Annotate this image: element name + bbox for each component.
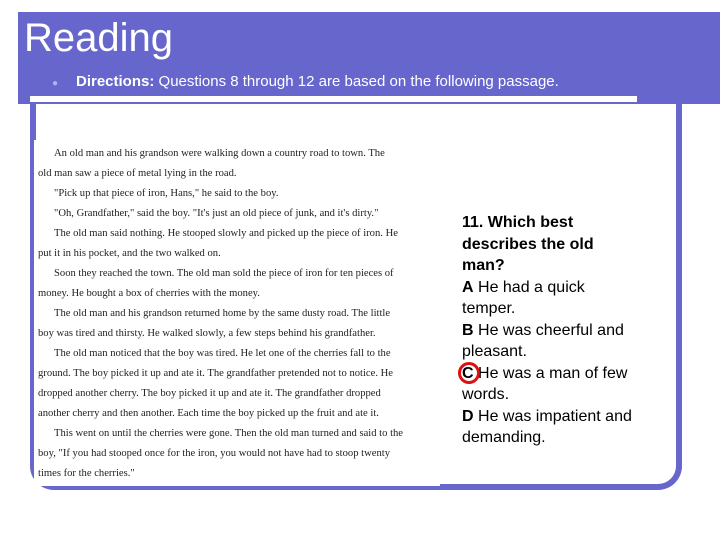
question-block	[462, 212, 662, 449]
question-stem-line: man?	[462, 257, 505, 274]
option-a-cont: temper.	[462, 300, 516, 317]
passage-line: another cherry and then another. Each time the boy picked up the fruit and ate it.	[38, 408, 379, 419]
passage-line: "Pick up that piece of iron, Hans," he said to the boy.	[54, 188, 279, 199]
option-letter: A	[462, 278, 474, 296]
passage-line: An old man and his grandson were walking down a country road to town. The	[54, 148, 385, 159]
passage-line: ground. The boy picked it up and ate it. The grandfather pretended not to notice. He	[38, 368, 393, 379]
option-b[interactable]	[462, 320, 662, 342]
directions-body: Questions 8 through 12 are based on the following passage.	[154, 73, 559, 90]
passage-line: "Oh, Grandfather," said the boy. "It's just an old piece of junk, and it's dirty."	[54, 208, 379, 219]
slide-title: Reading	[24, 16, 174, 60]
question-stem-line: 11. Which best	[462, 214, 574, 231]
option-text: He had a quick	[473, 278, 585, 296]
directions-text	[76, 73, 559, 90]
option-b-cont: pleasant.	[462, 343, 527, 360]
passage-line: The old man noticed that the boy was tired. He let one of the cherries fall to the	[54, 348, 391, 359]
passage-line: boy, "If you had stooped once for the iron, you would not have had to stoop twenty	[38, 448, 390, 459]
option-d-cont: demanding.	[462, 429, 546, 446]
passage-line: This went on until the cherries were gone. Then the old man turned and said to the	[54, 428, 404, 439]
selected-answer-circle	[458, 362, 480, 384]
passage-line: times for the cherries."	[38, 468, 135, 479]
passage-line: The old man said nothing. He stooped slowly and picked up the piece of iron. He	[54, 228, 398, 239]
passage-line: old man saw a piece of metal lying in the road.	[38, 168, 237, 179]
option-text: He was cheerful and	[473, 321, 624, 339]
passage-line: money. He bought a box of cherries with the money.	[38, 288, 260, 299]
question-stem-line: describes the old	[462, 235, 594, 253]
passage-line: dropped another cherry. The boy picked it up and ate it. The grandfather dropped	[38, 388, 381, 399]
option-letter: B	[462, 321, 474, 339]
passage-line: boy was tired and thirsty. He walked slowly, a few steps behind his grandfather.	[38, 328, 376, 339]
option-c[interactable]	[462, 363, 662, 385]
passage-line: The old man and his grandson returned home by the same dusty road. The little	[54, 308, 391, 319]
option-d[interactable]	[462, 406, 662, 428]
passage-line: Soon they reached the town. The old man sold the piece of iron for ten pieces of	[54, 268, 394, 279]
passage-image	[34, 140, 440, 486]
passage-line: put it in his pocket, and the two walked on.	[38, 248, 221, 259]
directions-label: Directions:	[76, 73, 155, 90]
option-letter: D	[462, 407, 474, 425]
option-a[interactable]	[462, 277, 662, 299]
bullet-icon: ●	[52, 78, 59, 89]
option-letter: C	[462, 364, 474, 382]
option-c-cont: words.	[462, 386, 510, 403]
option-text: He was impatient and	[473, 407, 632, 425]
option-text: He was a man of few	[473, 364, 628, 382]
